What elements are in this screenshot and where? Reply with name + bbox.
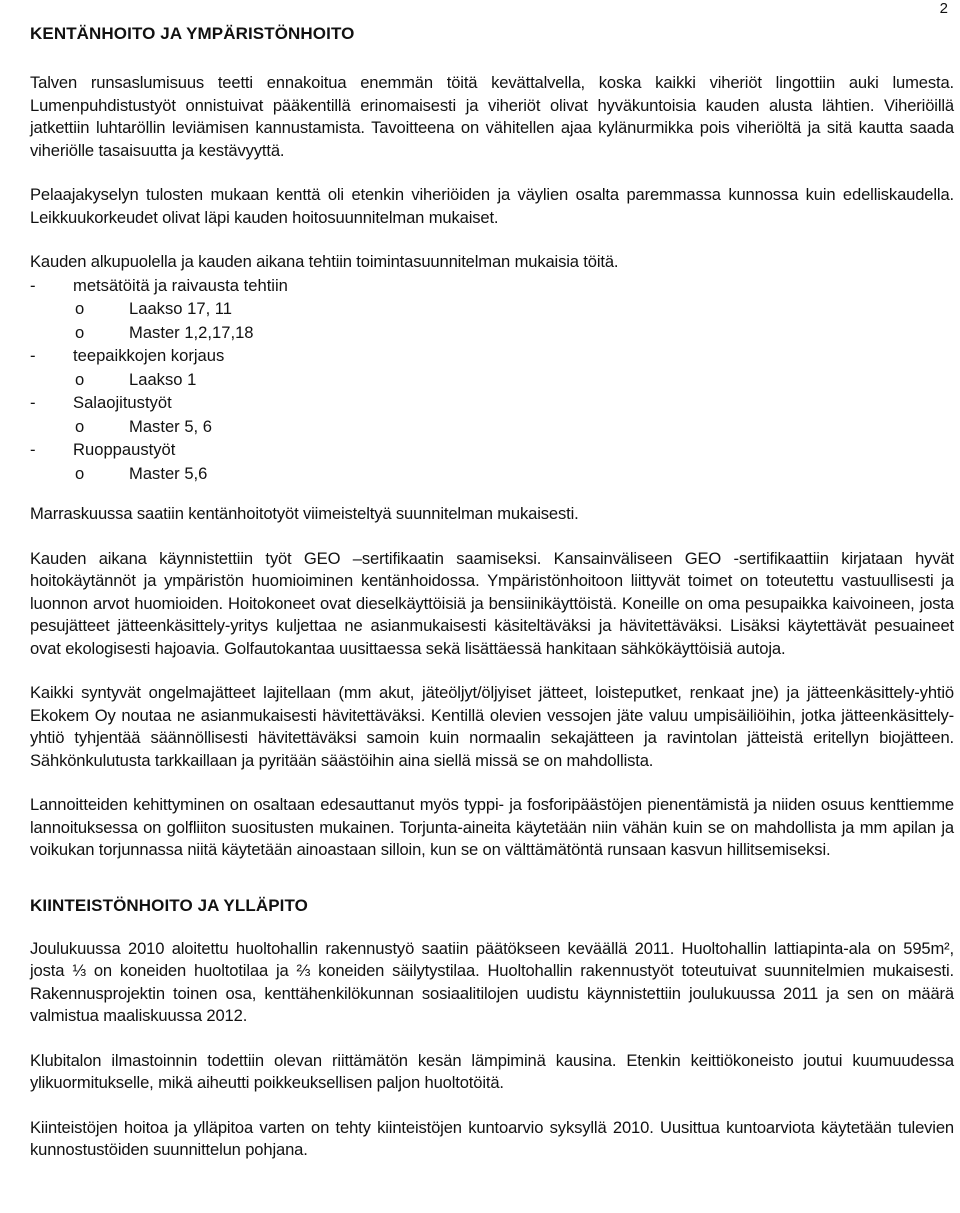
page-number: 2 xyxy=(939,0,948,17)
sub-list-item-label: Master 5, 6 xyxy=(129,416,213,436)
dash-marker: - xyxy=(30,440,36,459)
bullet-marker: o xyxy=(75,299,85,318)
section-heading-kentanhoito: KENTÄNHOITO JA YMPÄRISTÖNHOITO xyxy=(30,24,355,43)
paragraph-clubhouse: Klubitalon ilmastoinnin todettiin olevan riittämätön kesän lämpiminä kausina. Etenkin keittiökoneisto joutui kuumuudessa ylikuormitukselle, mikä aiheutti poikkeuksellisen paljon huoltotöitä. xyxy=(30,1050,954,1092)
sub-list-item-label: Laakso 1 xyxy=(129,369,197,389)
list-item xyxy=(30,344,954,391)
sub-list-item xyxy=(73,462,954,486)
sub-list-item-label: Master 1,2,17,18 xyxy=(129,322,254,342)
sub-list-item-label: Master 5,6 xyxy=(129,463,208,483)
bullet-marker: o xyxy=(75,463,85,483)
sub-list-item xyxy=(73,321,954,345)
list-item-label: Salaojitustyöt xyxy=(73,393,172,412)
list-item xyxy=(30,391,954,438)
document-body xyxy=(30,14,954,1162)
list-item-label: Ruoppaustyöt xyxy=(73,440,176,459)
paragraph-fertilizers: Lannoitteiden kehittyminen on osaltaan edesauttanut myös typpi- ja fosforipäästöjen pienentämistä ja niiden osuus kenttiemme lannoituksessa on golfliiton suositusten mukainen. Torjunta-aineita käytetään niin vähän kuin se on mahdollista ja mm apilan ja voikukan torjunnassa niitä käytetään ainoastaan silloin, kun se on välttämätöntä runsaan kasvun hillitsemiseksi. xyxy=(30,795,954,859)
bullet-marker: o xyxy=(75,369,85,389)
list-item xyxy=(30,438,954,485)
paragraph-survey: Pelaajakyselyn tulosten mukaan kenttä oli etenkin viheriöiden ja väylien osalta paremmassa kunnossa kuin edelliskaudella. Leikkuukorkeudet olivat läpi kauden hoitosuunnitelman mukaiset. xyxy=(30,185,954,227)
paragraph-property-assessment: Kiinteistöjen hoitoa ja ylläpitoa varten on tehty kiinteistöjen kuntoarvio syksyllä 2010. Uusittua kuntoarviota käytetään tulevien kunnostustöiden suunnittelun pohjana. xyxy=(30,1117,954,1159)
sub-list xyxy=(73,368,954,392)
section-heading-kiinteistonhoito: KIINTEISTÖNHOITO JA YLLÄPITO xyxy=(30,895,308,915)
paragraph-november: Marraskuussa saatiin kentänhoitotyöt viimeisteltyä suunnitelman mukaisesti. xyxy=(30,504,579,523)
sub-list xyxy=(73,462,954,486)
dash-marker: - xyxy=(30,346,36,365)
paragraph-waste: Kaikki syntyvät ongelmajätteet lajitellaan (mm akut, jäteöljyt/öljyiset jätteet, loisteputket, renkaat jne) ja jätteenkäsittely-yhtiö Ekokem Oy noutaa ne asianmukaisesti hävitettäväksi. Kentillä olevien vessojen jäte valuu umpisäiliöihin, jotka jätteenkäsittely-yhtiö tyhjentää säännöllisesti hävitettäväksi samoin kuin normaalin sekajätteen ja ravintolan jätteistä eritellyn biojätteen. Sähkönkulutusta tarkkaillaan ja pyritään säästöihin aina siellä missä se on mahdollista. xyxy=(30,683,954,770)
paragraph-maintenance-hall: Joulukuussa 2010 aloitettu huoltohallin rakennustyö saatiin päätökseen keväällä 2011. Huoltohallin lattiapinta-ala on 595m², josta ⅓ on koneiden huoltotilaa ja ⅔ koneiden säilytystilaa. Huoltohallin rakennustyöt toteutuivat suunnitelmien mukaisesti. Rakennusprojektin toinen osa, kenttähenkilökunnan sosiaalitilojen uudistu käynnistettiin joulukuussa 2011 ja sen on määrä valmistua maaliskuussa 2012. xyxy=(30,938,954,1025)
sub-list-item xyxy=(73,368,954,392)
paragraph-winter: Talven runsaslumisuus teetti ennakoitua enemmän töitä kevättalvella, koska kaikki viheriöt lingottiin auki lumesta. Lumenpuhdistustyöt onnistuivat pääkentillä erinomaisesti ja viheriöt olivat hyväkuntoisia kauden alusta lähtien. Viheriöillä jatkettiin luhtaröllin leviämisen kannustamista. Tavoitteena on vähitellen ajaa kylänurmikka pois viheriöltä ja sitä kautta saada viheriölle tasaisuutta ja kestävyyttä. xyxy=(30,73,954,160)
list-item-label: metsätöitä ja raivausta tehtiin xyxy=(73,275,288,295)
dash-marker: - xyxy=(30,275,36,295)
task-list xyxy=(30,274,954,486)
sub-list-item xyxy=(73,415,954,439)
sub-list-item xyxy=(73,297,954,321)
paragraph-tasks-intro: Kauden alkupuolella ja kauden aikana tehtiin toimintasuunnitelman mukaisia töitä. xyxy=(30,252,619,271)
sub-list-item-label: Laakso 17, 11 xyxy=(129,299,233,318)
paragraph-geo: Kauden aikana käynnistettiin työt GEO –sertifikaatin saamiseksi. Kansainväliseen GEO -sertifikaattiin kirjataan hyvät hoitokäytännöt ja ympäristön huomioiminen kentänhoidossa. Ympäristönhoitoon liittyvät toimet on toteutettu vastuullisesti ja luonnon arvot huomioiden. Hoitokoneet ovat dieselkäyttöisiä ja bensiinikäyttöistä. Koneille on oma pesupaikka kaivoineen, josta pesujätteet jätteenkäsittely-yritys kuljettaa ne asianmukaisesti käsiteltäväksi ja hävitettäväksi. Lisäksi käytettävät pesuaineet ovat ekologisesti hajoavia. Golfautokantaa uusittaessa sekä lisättäessä hankitaan sähkökäyttöisiä autoja. xyxy=(30,548,954,658)
sub-list xyxy=(73,415,954,439)
bullet-marker: o xyxy=(75,322,85,342)
list-item-label: teepaikkojen korjaus xyxy=(73,346,225,365)
bullet-marker: o xyxy=(75,416,85,436)
dash-marker: - xyxy=(30,393,36,412)
list-item xyxy=(30,274,954,345)
sub-list xyxy=(73,297,954,344)
